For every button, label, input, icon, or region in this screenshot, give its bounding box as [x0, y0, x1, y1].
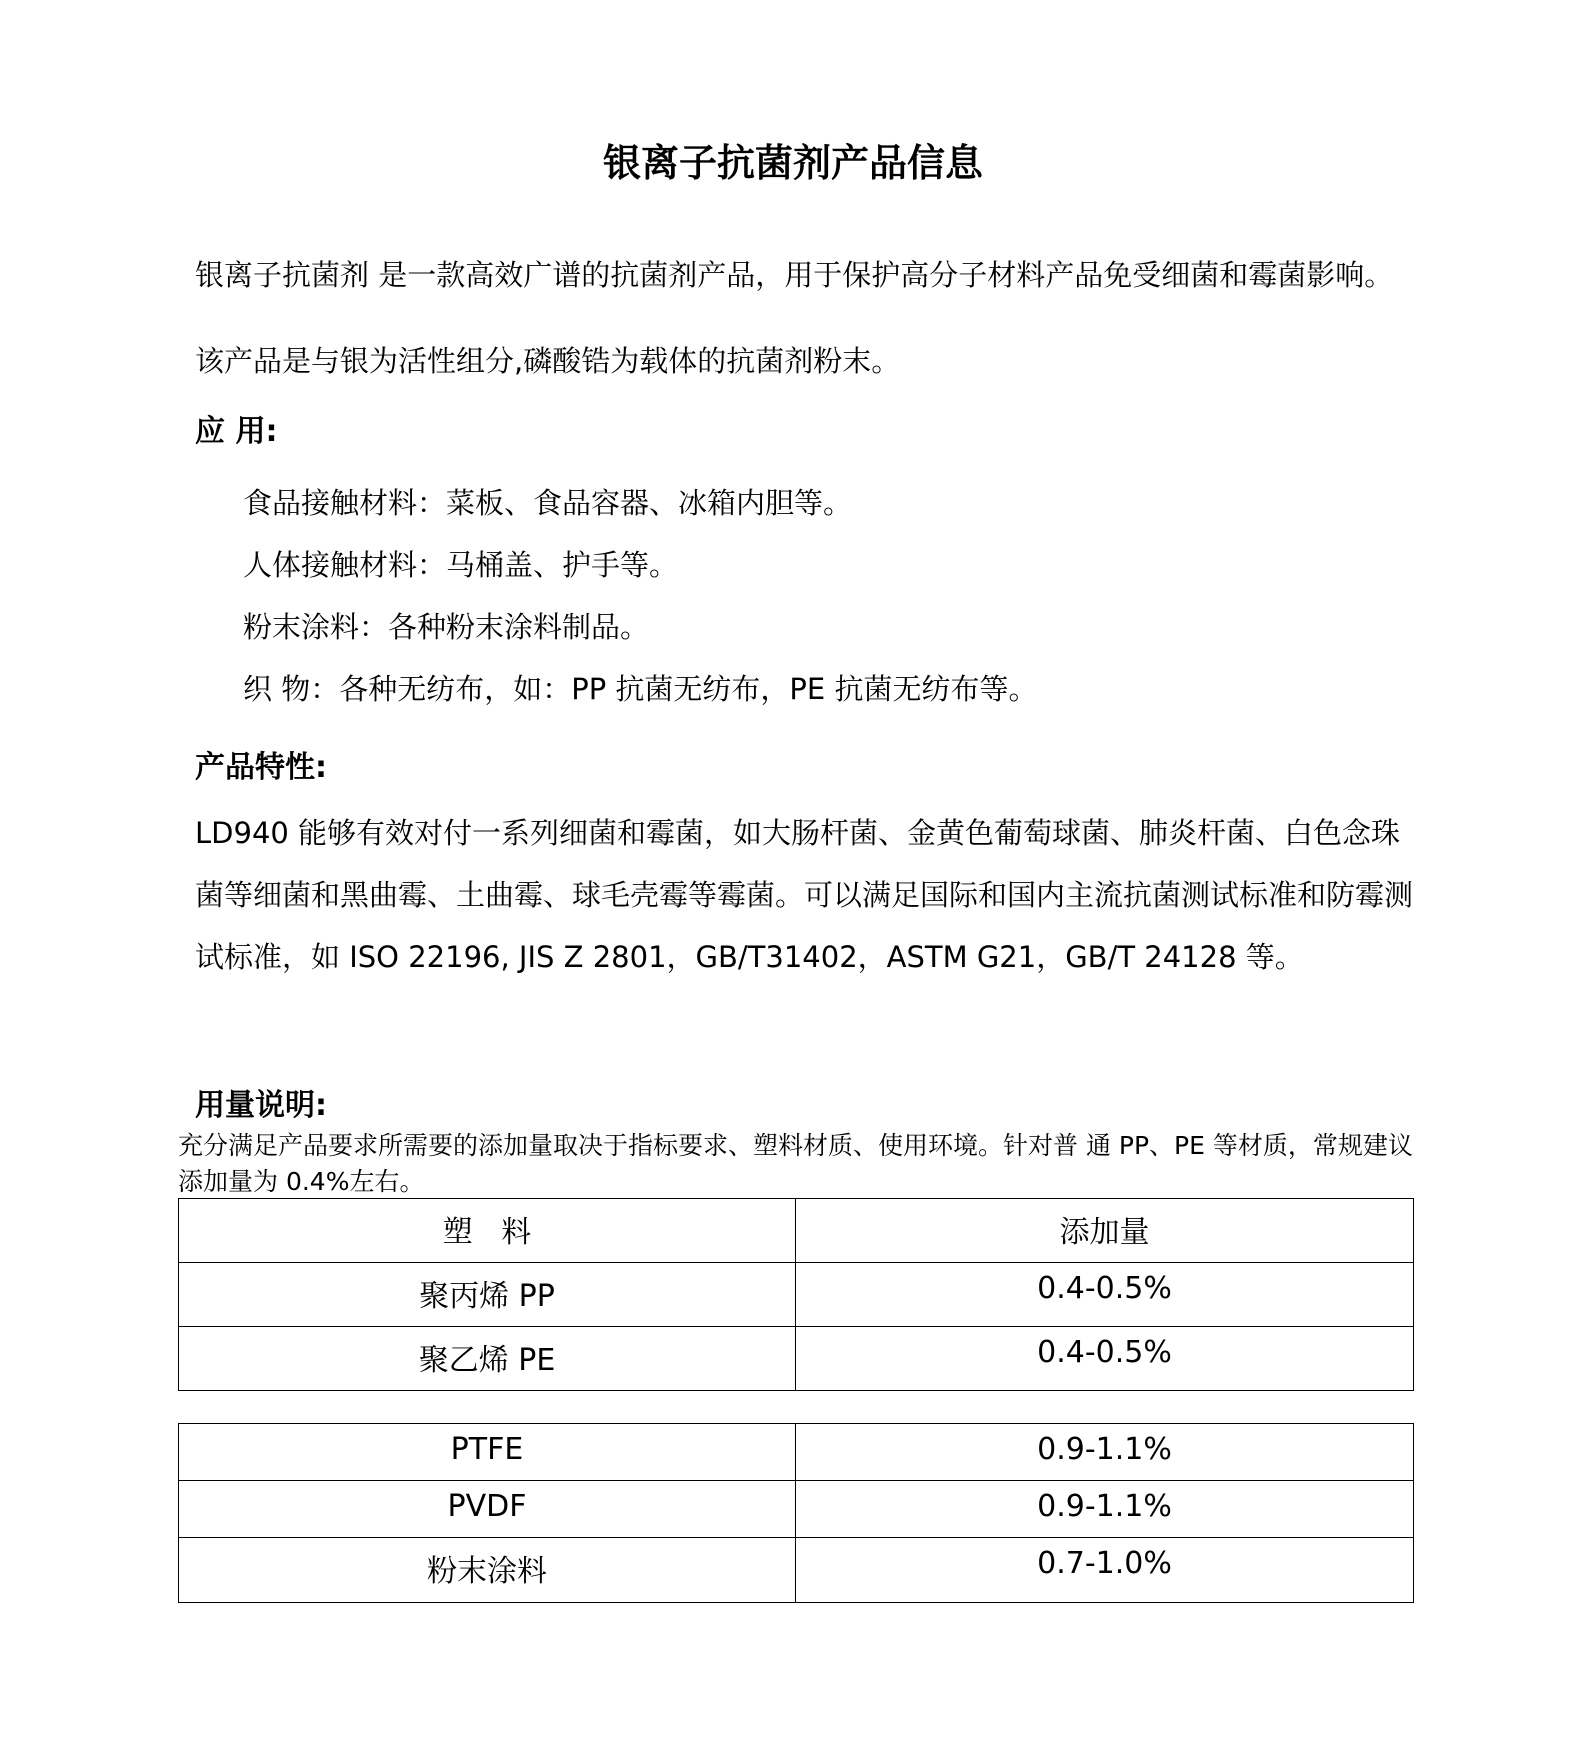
material-cell: PVDF — [179, 1481, 796, 1538]
application-item: 人体接触材料：马桶盖、护手等。 — [243, 548, 679, 582]
table-row — [179, 1481, 1414, 1538]
header-material: 塑 料 — [179, 1199, 796, 1263]
application-item: 织 物：各种无纺布，如：PP 抗菌无纺布，PE 抗菌无纺布等。 — [243, 672, 1038, 706]
application-item: 粉末涂料：各种粉末涂料制品。 — [243, 610, 650, 644]
material-cell: 粉末涂料 — [179, 1538, 796, 1603]
features-heading: 产品特性: — [195, 750, 327, 785]
intro-paragraph: 银离子抗菌剂 是一款高效广谱的抗菌剂产品，用于保护高分子材料产品免受细菌和霉菌影响。该产品是与银为活性组分,磷酸锆为载体的抗菌剂粉末。 — [195, 258, 1394, 378]
material-cell: PTFE — [179, 1424, 796, 1481]
usage-note: 充分满足产品要求所需要的添加量取决于指标要求、塑料材质、使用环境。针对普 通 PP、PE 等材质，常规建议添加量为 0.4%左右。 — [178, 1131, 1413, 1196]
material-cell: 聚乙烯 PE — [179, 1327, 796, 1391]
dosage-cell: 0.4-0.5% — [796, 1263, 1414, 1327]
dosage-cell: 0.9-1.1% — [796, 1424, 1414, 1481]
usage-heading: 用量说明: — [195, 1088, 327, 1123]
dosage-cell: 0.9-1.1% — [796, 1481, 1414, 1538]
applications-heading: 应 用: — [195, 414, 278, 449]
document-title: 银离子抗菌剂产品信息 — [602, 140, 983, 186]
material-cell: 聚丙烯 PP — [179, 1263, 796, 1327]
table-row — [179, 1424, 1414, 1481]
dosage-cell: 0.7-1.0% — [796, 1538, 1414, 1603]
dosage-table-primary — [178, 1198, 1414, 1391]
applications-list — [243, 472, 1037, 720]
application-item: 食品接触材料：菜板、食品容器、冰箱内胆等。 — [243, 486, 853, 520]
features-paragraph: LD940 能够有效对付一系列细菌和霉菌，如大肠杆菌、金黄色葡萄球菌、肺炎杆菌、白色念珠菌等细菌和黑曲霉、土曲霉、球毛壳霉等霉菌。可以满足国际和国内主流抗菌测试标准和防霉测试标准，如 ISO 22196, JIS Z 2801，GB/T31402，ASTM G21，GB/T 24128 等。 — [195, 816, 1414, 974]
table-header-row — [179, 1199, 1414, 1263]
header-dosage: 添加量 — [796, 1199, 1414, 1263]
table-row — [179, 1327, 1414, 1391]
table-row — [179, 1263, 1414, 1327]
dosage-cell: 0.4-0.5% — [796, 1327, 1414, 1391]
dosage-table-secondary — [178, 1423, 1414, 1603]
table-row — [179, 1538, 1414, 1603]
